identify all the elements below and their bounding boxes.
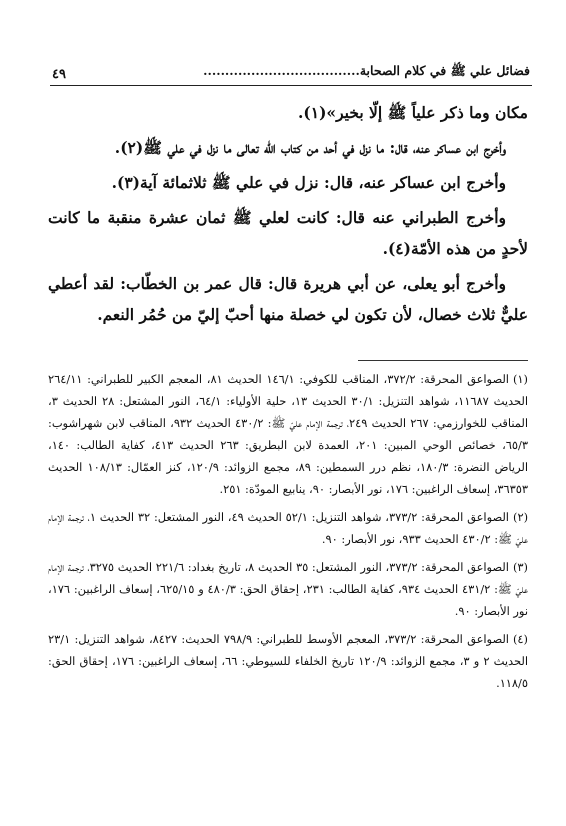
main-text [48,97,528,334]
paragraph: وأخرج أبو يعلى، عن أبي هريرة قال: قال عمر بن الخطّاب: لقد أعطي عليٌّ ثلاث خصال، لأن تكون لي خصلة منها أحبّ إليّ من حُمُر النعم. [48,274,528,324]
paragraph: وأخرج ابن عساكر عنه، قال: ما نزل في أحد من كتاب الله تعالى ما نزل في علي ﷺ(٢). [114,138,506,157]
paragraph: مكان وما ذكر علياً ﷺ إلّا بخير»(١). [298,103,528,122]
header-leader-dots: .................................... [203,63,360,78]
footnote-text: الصواعق المحرقة: ٣٧٣/٢، شواهد التنزيل: ٥٢/١ الحديث ٤٩، النور المشتعل: ٣٢ الحديث ١، ترجمة الإمام عليّ ﷺ: ٤٣٠/٢ الحديث ٩٣٣، نور الأبصار: ٩٠. [48,510,528,546]
footnote-text: الصواعق المحرقة: ٣٧٣/٢، المعجم الأوسط للطبراني: ٧٩٨/٩ الحديث: ٨٤٢٧، شواهد التنزيل: ٢٣/١ الحديث ٢ و ٣، مجمع الزوائد: ١٢٠/٩ تاريخ الخلفاء للسيوطي: ٦٦، إسعاف الراغبين: ١٧٦، إحقاق الحق: ١١٨/٥. [48,632,528,690]
footnotes [48,368,528,700]
footnote-divider [358,360,528,361]
footnote [48,506,528,550]
page-number: ٤٩ [52,67,66,82]
footnote [48,628,528,694]
footnote-number: (٣) [512,560,528,574]
footnote-number: (١) [512,372,528,386]
footnote-number: (٢) [512,510,529,524]
footnote [48,556,528,622]
header-divider [50,85,532,86]
footnote-number: (٤) [512,632,528,646]
footnote-text: الصواعق المحرقة: ٣٧٣/٢، النور المشتعل: ٣٥ الحديث ٨، تاريخ بغداد: ٢٢١/٦ الحديث ٣٢٧٥، ترجمة الإمام عليّ ﷺ: ٤٣١/٢ الحديث ٩٣٤، كفاية الطالب: ٢٣١، إحقاق الحق: ٤٨٠/٣ و ٦٢٥/١٥، إسعاف الراغبين: ١٧٦، نور الأبصار: ٩٠. [48,560,528,618]
footnote-text: الصواعق المحرقة: ٣٧٢/٢، المناقب للكوفي: ١٤٦/١ الحديث ٨١، المعجم الكبير للطبراني: ٢٦٤/١١ الحديث ١١٦٨٧، شواهد التنزيل: ٣٠/١ الحديث ١٣، حلية الأولياء: ٦٤/١، النور المشتعل: ٢٨ الحديث ٣، المناقب للخوارزمي: ٢٦٧ الحديث ٢٤٩، ترجمة الإمام عليّ ﷺ: ٤٣٠/٢ الحديث ٩٣٢، المناقب لابن شهراشوب: ٦٥/٣، خصائص الوحي المبين: ٢٠١، العمدة لابن البطريق: ٢٦٣ الحديث ٤١٣، كفاية الطالب: ١٤٠، الرياض النضرة: ١٨٠/٣، نظم درر السمطين: ٨٩، مجمع الزوائد: ١٢٠/٩، كنز العمّال: ١٠٨/١٣ الحديث ٣٦٣٥٣، إسعاف الراغبين: ١٧٦، نور الأبصار: ٩٠، ينابيع المودّة: ٢٥١. [48,372,528,496]
header-title-text: فضائل علي ﷺ في كلام الصحابة [359,63,530,78]
paragraph: وأخرج الطبراني عنه قال: كانت لعلي ﷺ ثمان عشرة منقبة ما كانت لأحدٍ من هذه الأمّة(٤). [48,208,528,258]
running-header [52,63,530,82]
footnote [48,368,528,500]
paragraph: وأخرج ابن عساكر عنه، قال: نزل في علي ﷺ ثلاثمائة آية(٣). [111,173,506,192]
header-title [203,63,530,82]
